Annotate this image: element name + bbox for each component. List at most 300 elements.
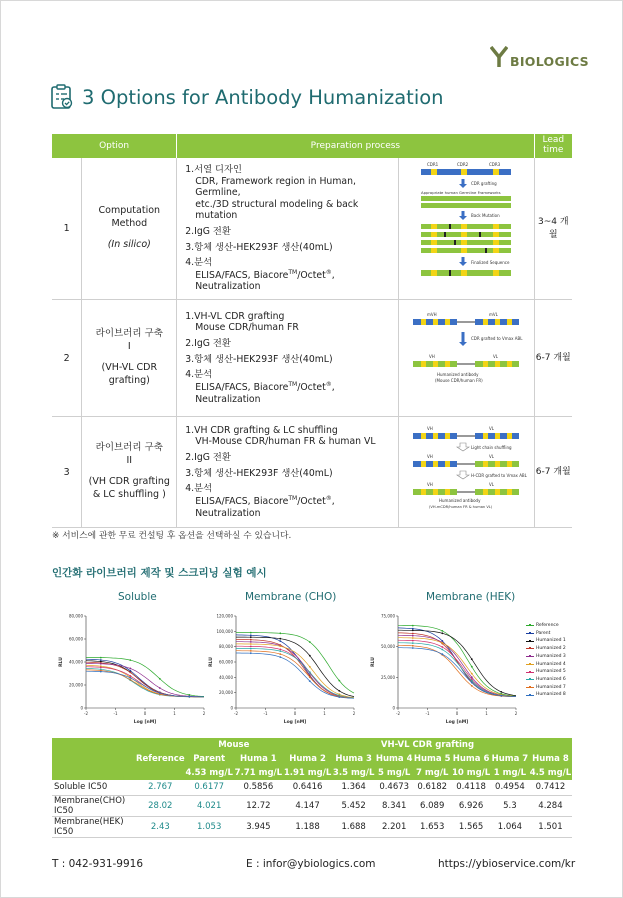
series-line: [236, 639, 354, 698]
computation-diagram: [399, 158, 534, 296]
data-point: [441, 642, 443, 644]
data-point: [100, 671, 102, 673]
chart-title-hek: Membrane (HEK): [426, 591, 516, 603]
series-line: [236, 653, 354, 698]
analysis-line: ELISA/FACS, Biacore™/Octet®, Neutralization: [195, 380, 335, 405]
ic50-value: 6.926: [451, 795, 491, 816]
y-tick-label: 50,000: [381, 644, 395, 650]
legend-label: Reference: [536, 623, 559, 628]
header-process: Preparation process: [177, 134, 534, 158]
data-point: [471, 682, 473, 684]
x-tick-label: -2: [84, 711, 88, 716]
step-line: Mouse CDR/human FR: [195, 322, 299, 334]
y-tick-label: 80,000: [69, 613, 83, 619]
option-line: I: [127, 341, 131, 353]
step-head: 4.분석: [185, 483, 213, 495]
chart-soluble: [56, 608, 216, 734]
y-tick-label: 100,000: [216, 628, 233, 634]
step-head: 1.서열 디자인: [185, 163, 242, 175]
step-line: CDR, Framework region in Human, Germline,: [195, 175, 356, 199]
col-5: Huma 4: [375, 754, 413, 764]
conc-5: 7 mg/L: [413, 766, 451, 780]
legend-label: Humanized 5: [536, 669, 566, 675]
group-cdr: VH-VL CDR grafting: [283, 738, 572, 752]
ic50-value: 0.6182: [413, 780, 451, 795]
legend-item: [526, 653, 566, 661]
clipboard-icon: [50, 84, 74, 110]
svg-text:Light chain shuffling: Light chain shuffling: [470, 444, 512, 450]
data-point: [250, 636, 252, 638]
legend-label: Humanized 8: [536, 692, 566, 698]
legend-item: [526, 668, 566, 676]
analysis-line: ELISA/FACS, Biacore™/Octet®, Neutralization: [195, 268, 335, 293]
step-head: 4.분석: [185, 257, 213, 269]
x-axis-label: Log [nM]: [133, 720, 157, 725]
company-logo: [490, 46, 589, 68]
ic50-value: 0.5856: [234, 780, 283, 795]
data-point: [412, 633, 414, 635]
ic50-value: 0.6416: [283, 780, 332, 795]
conc-7: 1 mg/L: [491, 766, 529, 780]
group-mouse: Mouse: [185, 738, 283, 752]
y-tick-label: 0: [80, 705, 83, 711]
legend-item: [526, 676, 566, 684]
data-point: [159, 692, 161, 694]
option-line: Computation: [98, 205, 161, 217]
legend-item: [526, 637, 566, 645]
x-tick-label: 2: [352, 711, 356, 716]
ic50-value: 0.4954: [491, 780, 529, 795]
legend-swatch: [526, 679, 534, 680]
legend-item: [526, 691, 566, 699]
legend-swatch: [526, 664, 534, 665]
lead-time: 3~4 개월: [534, 158, 572, 300]
svg-text:Appropriate human Germline Fra: Appropriate human Germline Frameworks: [420, 190, 501, 195]
legend-item: [526, 645, 566, 653]
data-point: [279, 645, 281, 647]
ic50-value: 1.565: [451, 816, 491, 837]
x-tick-label: 2: [514, 711, 518, 716]
data-point: [471, 658, 473, 660]
option-cell: [82, 300, 177, 417]
ic50-rows: [52, 780, 572, 837]
col-1: Parent: [185, 752, 234, 766]
y-axis-label: RLU: [59, 657, 64, 667]
option-line: Method: [111, 218, 148, 230]
x-axis-label: Log [nM]: [445, 720, 469, 725]
data-point: [441, 653, 443, 655]
svg-text:Back Mutation: Back Mutation: [470, 213, 500, 218]
y-tick-label: 75,000: [381, 613, 395, 619]
legend-swatch: [526, 641, 534, 642]
chart-membrane-hek: [368, 608, 528, 734]
legend-label: Humanized 3: [536, 653, 566, 659]
data-point: [279, 650, 281, 652]
y-tick-label: 60,000: [69, 636, 83, 642]
consult-note: ※ 서비스에 관한 무료 컨설팅 후 옵션을 선택하실 수 있습니다.: [52, 531, 292, 541]
ic50-value: 1.064: [491, 816, 529, 837]
col-6: Huma 5: [413, 754, 451, 764]
conc-2: 1.91 mg/L: [283, 768, 332, 778]
data-point: [250, 632, 252, 634]
x-tick-label: -2: [234, 711, 238, 716]
data-point: [100, 657, 102, 659]
lead-time: 6-7 개월: [534, 300, 572, 417]
data-point: [338, 680, 340, 682]
ic50-value: 4.147: [283, 795, 332, 816]
col-0: Reference: [136, 754, 185, 764]
data-point: [129, 677, 131, 679]
conc-3: 3.5 mg/L: [332, 768, 375, 778]
conc-4: 5 mg/L: [375, 766, 413, 780]
step-head: 2.IgG 전환: [185, 452, 231, 464]
ic50-value: 5.452: [332, 795, 375, 816]
col-3: Huma 2: [283, 752, 332, 766]
row-number: 2: [52, 300, 82, 417]
footer-url[interactable]: https://ybioservice.com/kr: [438, 858, 576, 870]
row-label: Membrane(CHO) IC50: [52, 795, 136, 816]
svg-text:CDR2: CDR2: [456, 162, 468, 167]
series-line: [236, 637, 354, 697]
y-axis-label: RLU: [371, 657, 376, 667]
series-line: [398, 640, 516, 696]
page-title: [50, 84, 444, 110]
svg-text:Humanized antibody: Humanized antibody: [438, 497, 481, 503]
data-point: [279, 653, 281, 655]
legend-item: [526, 630, 566, 638]
data-point: [100, 663, 102, 665]
y-tick-label: 40,000: [69, 659, 83, 665]
data-point: [159, 678, 161, 680]
data-point: [441, 630, 443, 632]
ic50-value: 0.4673: [375, 780, 413, 795]
svg-text:VH: VH: [426, 453, 433, 459]
svg-text:VL: VL: [488, 453, 494, 459]
step-line: etc./3D structural modeling & back mutation: [195, 198, 359, 222]
ic50-value: 6.089: [413, 795, 451, 816]
ic50-value: 8.341: [375, 795, 413, 816]
data-point: [412, 640, 414, 642]
svg-text:Humanized antibody: Humanized antibody: [436, 371, 479, 377]
data-point: [441, 646, 443, 648]
series-line: [236, 642, 354, 698]
legend-swatch: [526, 648, 534, 649]
y-tick-label: 25,000: [381, 674, 395, 680]
data-point: [441, 632, 443, 634]
series-line: [86, 664, 204, 697]
legend-item: [526, 661, 566, 669]
data-point: [250, 639, 252, 641]
svg-text:(Mouse CDR/human FR): (Mouse CDR/human FR): [434, 377, 483, 383]
step-head: 1.VH CDR grafting & LC shuffling: [185, 424, 338, 436]
grafting-diagram: [399, 302, 534, 412]
ic50-value: 2.43: [136, 816, 185, 837]
ic50-value: 1.364: [332, 780, 375, 795]
step-head: 3.항체 생산-HEK293F 생산(40mL): [185, 353, 333, 365]
data-point: [250, 634, 252, 636]
conc-0: 4.53 mg/L: [185, 768, 233, 778]
ic50-value: 2.767: [136, 780, 185, 795]
step-head: 1.VH-VL CDR grafting: [185, 310, 285, 322]
data-point: [188, 696, 190, 698]
footer-email: E : infor@ybiologics.com: [246, 858, 376, 870]
conc-8: 4.5 mg/L: [529, 768, 572, 778]
ic50-value: 1.053: [185, 816, 234, 837]
logo-text: BIOLOGICS: [510, 53, 589, 69]
ic50-value: 4.021: [185, 795, 234, 816]
series-line: [398, 645, 516, 696]
y-tick-label: 80,000: [219, 644, 233, 650]
series-line: [86, 667, 204, 697]
option-sub: (VH CDR grafting & LC shuffling ): [88, 476, 170, 500]
svg-text:CDR3: CDR3: [488, 162, 500, 167]
table-row: [52, 417, 572, 528]
data-point: [309, 666, 311, 668]
data-point: [471, 666, 473, 668]
data-point: [100, 666, 102, 668]
header-option: Option: [52, 134, 177, 158]
data-point: [250, 648, 252, 650]
data-point: [412, 625, 414, 627]
lead-time: 6-7 개월: [534, 417, 572, 528]
chart-legend: [526, 622, 566, 699]
row-label: Membrane(HEK) IC50: [52, 816, 136, 837]
x-tick-label: -2: [396, 711, 400, 716]
svg-text:H-CDR grafted to Vmax ABL: H-CDR grafted to Vmax ABL: [470, 472, 527, 478]
logo-y-icon: [490, 46, 508, 68]
series-line: [398, 633, 516, 697]
data-point: [279, 638, 281, 640]
svg-text:VH: VH: [426, 425, 433, 431]
col-9: Huma 8: [529, 752, 572, 766]
legend-swatch: [526, 695, 534, 696]
data-point: [159, 687, 161, 689]
col-4: Huma 3: [332, 752, 375, 766]
y-tick-label: 60,000: [219, 659, 233, 665]
data-point: [250, 641, 252, 643]
table-row: [52, 158, 572, 300]
data-point: [129, 675, 131, 677]
analysis-line: ELISA/FACS, Biacore™/Octet®, Neutralization: [195, 494, 335, 519]
data-point: [250, 652, 252, 654]
svg-text:CDR1: CDR1: [426, 162, 438, 167]
data-point: [309, 676, 311, 678]
legend-label: Humanized 2: [536, 646, 566, 652]
data-point: [129, 659, 131, 661]
col-7: Huma 6: [452, 754, 490, 764]
label-col: [52, 766, 136, 780]
process-cell: [177, 158, 398, 300]
data-point: [338, 696, 340, 698]
legend-swatch: [526, 633, 534, 634]
legend-label: Humanized 7: [536, 684, 566, 690]
table-row: [52, 816, 572, 837]
table-row: [52, 795, 572, 816]
data-point: [279, 649, 281, 651]
x-tick-label: 1: [173, 711, 176, 716]
svg-text:VL: VL: [488, 481, 494, 487]
shuffling-diagram: [399, 418, 534, 524]
process-cell: [177, 300, 398, 417]
svg-text:CDR grafting: CDR grafting: [470, 181, 497, 186]
ic50-value: 28.02: [136, 795, 185, 816]
ic50-value: 1.501: [529, 816, 572, 837]
concentration-row: [52, 766, 572, 780]
chart-membrane-cho: [206, 608, 366, 734]
svg-text:mVH: mVH: [426, 311, 437, 317]
step-head: 2.IgG 전환: [185, 225, 231, 237]
row-label: Soluble IC50: [52, 780, 136, 795]
table-row: [52, 300, 572, 417]
legend-label: Parent: [536, 630, 551, 636]
data-point: [129, 672, 131, 674]
diagram-cell: [398, 417, 534, 528]
data-point: [129, 679, 131, 681]
y-tick-label: 120,000: [216, 613, 233, 619]
ic50-value: 2.201: [375, 816, 413, 837]
legend-label: Humanized 6: [536, 676, 566, 682]
step-head: 3.항체 생산-HEK293F 생산(40mL): [185, 241, 333, 253]
legend-swatch: [526, 625, 534, 626]
column-header-row: [52, 752, 572, 766]
svg-text:mVL: mVL: [488, 311, 498, 317]
legend-label: Humanized 1: [536, 638, 566, 644]
step-head: 4.분석: [185, 369, 213, 381]
series-line: [398, 638, 516, 697]
data-point: [279, 640, 281, 642]
ic50-value: 5.3: [491, 795, 529, 816]
ic50-value: 0.7412: [529, 780, 572, 795]
col-2: Huma 1: [234, 752, 283, 766]
options-table: [52, 134, 572, 528]
series-line: [236, 648, 354, 698]
chart-title-cho: Membrane (CHO): [245, 591, 337, 603]
data-point: [250, 646, 252, 648]
data-point: [129, 668, 131, 670]
data-point: [412, 642, 414, 644]
ic50-value: 1.188: [283, 816, 332, 837]
x-tick-label: 1: [485, 711, 488, 716]
row-number: 3: [52, 417, 82, 528]
diagram-cell: [398, 158, 534, 300]
legend-label: Humanized 4: [536, 661, 566, 667]
y-tick-label: 0: [230, 705, 233, 711]
col-8: Huma 7: [491, 754, 529, 764]
option-line: 라이브러리 구축: [95, 328, 163, 340]
diagram-cell: [398, 300, 534, 417]
x-tick-label: -1: [263, 711, 268, 716]
option-sub: (VH-VL CDR grafting): [101, 362, 158, 386]
data-point: [412, 628, 414, 630]
svg-text:(VH-mCDR/human FR & human VL): (VH-mCDR/human FR & human VL): [428, 504, 492, 509]
y-tick-label: 0: [392, 705, 395, 711]
x-tick-label: 1: [323, 711, 326, 716]
y-tick-label: 40,000: [219, 674, 233, 680]
svg-text:VH: VH: [428, 353, 435, 359]
svg-text:CDR grafted to Vmax ABL: CDR grafted to Vmax ABL: [470, 335, 523, 341]
x-tick-label: -1: [113, 711, 118, 716]
data-point: [412, 647, 414, 649]
data-point: [500, 695, 502, 697]
header-lead: Lead time: [534, 134, 572, 158]
process-cell: [177, 417, 398, 528]
label-col: [52, 752, 136, 766]
ref-conc: [136, 766, 185, 780]
footer-phone: T : 042-931-9916: [52, 858, 144, 870]
data-point: [250, 650, 252, 652]
option-cell: [82, 158, 177, 300]
data-point: [338, 690, 340, 692]
data-point: [412, 635, 414, 637]
svg-text:VL: VL: [492, 353, 498, 359]
chart-title-soluble: Soluble: [118, 591, 157, 603]
data-point: [279, 632, 281, 634]
svg-text:VH: VH: [426, 481, 433, 487]
data-point: [441, 649, 443, 651]
step-head: 2.IgG 전환: [185, 338, 231, 350]
legend-swatch: [526, 687, 534, 688]
option-cell: [82, 417, 177, 528]
x-axis-label: Log [nM]: [283, 720, 307, 725]
x-tick-label: 0: [143, 711, 147, 716]
data-point: [471, 673, 473, 675]
y-tick-label: 20,000: [69, 682, 83, 688]
data-point: [471, 685, 473, 687]
step-line: VH-Mouse CDR/human FR & human VL: [195, 436, 376, 448]
ic50-value: 4.284: [529, 795, 572, 816]
x-tick-label: -1: [425, 711, 430, 716]
svg-text:Finalized Sequence: Finalized Sequence: [470, 260, 509, 265]
ic50-value: 1.688: [332, 816, 375, 837]
table-row: [52, 780, 572, 795]
option-sub: (In silico): [107, 238, 151, 250]
data-point: [309, 655, 311, 657]
data-point: [500, 691, 502, 693]
y-axis-label: RLU: [209, 657, 214, 667]
x-tick-label: 0: [293, 711, 297, 716]
title-text: 3 Options for Antibody Humanization: [82, 85, 444, 109]
ic50-value: 1.653: [413, 816, 451, 837]
step-head: 3.항체 생산-HEK293F 생산(40mL): [185, 467, 333, 479]
row-number: 1: [52, 158, 82, 300]
svg-text:VL: VL: [488, 425, 494, 431]
ic50-value: 0.4118: [451, 780, 491, 795]
x-tick-label: 2: [202, 711, 206, 716]
data-point: [412, 630, 414, 632]
data-point: [309, 641, 311, 643]
ic50-value: 3.945: [234, 816, 283, 837]
section-subtitle: 인간화 라이브러리 제작 및 스크리닝 실험 예시: [52, 567, 267, 579]
series-line: [86, 659, 204, 697]
option-line: 라이브러리 구축: [95, 442, 163, 454]
legend-swatch: [526, 656, 534, 657]
legend-item: [526, 622, 566, 630]
series-line: [236, 644, 354, 698]
data-point: [471, 680, 473, 682]
series-line: [86, 668, 204, 697]
legend-item: [526, 684, 566, 692]
option-line: II: [126, 455, 133, 467]
y-tick-label: 20,000: [219, 690, 233, 696]
data-point: [412, 637, 414, 639]
conc-1: 7.71 mg/L: [234, 768, 283, 778]
data-point: [412, 645, 414, 647]
data-point: [250, 643, 252, 645]
ic50-table: [52, 738, 572, 838]
ic50-value: 0.6177: [185, 780, 234, 795]
legend-swatch: [526, 672, 534, 673]
data-point: [309, 671, 311, 673]
